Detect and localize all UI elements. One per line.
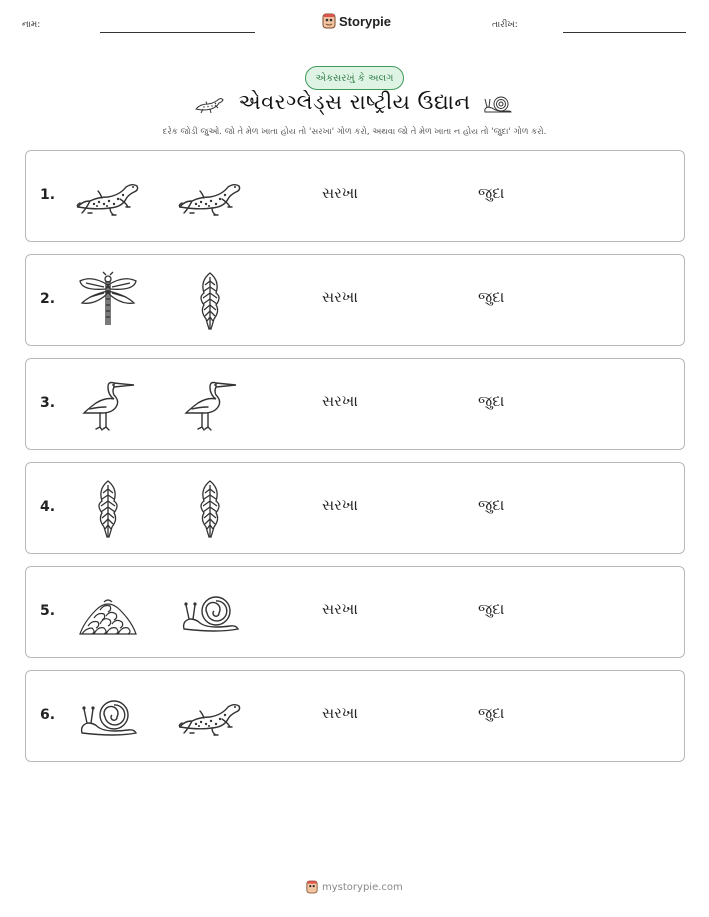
question-row — [25, 254, 685, 346]
question-number: 4. — [40, 499, 56, 515]
fern-icon — [178, 479, 242, 539]
question-number: 3. — [40, 395, 56, 411]
option-different[interactable]: જુદા — [478, 184, 505, 202]
name-label: નામ: — [22, 20, 41, 30]
brand — [322, 13, 391, 29]
fern-icon — [76, 479, 140, 539]
option-same[interactable]: સરખા — [322, 392, 358, 410]
name-line[interactable] — [100, 32, 255, 33]
footer-url[interactable]: mystorypie.com — [322, 881, 403, 893]
question-number: 2. — [40, 291, 56, 307]
storypie-logo-icon — [322, 13, 336, 29]
option-same[interactable]: સરખા — [322, 288, 358, 306]
question-row — [25, 670, 685, 762]
question-number: 6. — [40, 707, 56, 723]
option-different[interactable]: જુદા — [478, 392, 505, 410]
worksheet-type-badge: એકસરખું કે અલગ — [305, 66, 404, 90]
snail-icon — [76, 687, 140, 747]
date-line[interactable] — [563, 32, 686, 33]
option-same[interactable]: સરખા — [322, 600, 358, 618]
shell-pile-icon — [76, 583, 140, 643]
date-label: તારીખ: — [492, 20, 518, 30]
dragonfly-icon — [76, 271, 140, 331]
heron-icon — [178, 375, 242, 435]
page-title: એવરગ્લેડ્સ રાષ્ટ્રીય ઉદ્યાન — [238, 90, 471, 114]
question-row — [25, 150, 685, 242]
snail-icon — [178, 583, 242, 643]
option-different[interactable]: જુદા — [478, 496, 505, 514]
option-same[interactable]: સરખા — [322, 704, 358, 722]
option-same[interactable]: સરખા — [322, 184, 358, 202]
storypie-logo-icon — [306, 880, 318, 894]
option-different[interactable]: જુદા — [478, 288, 505, 306]
brand-name: Storypie — [339, 13, 392, 29]
heron-icon — [76, 375, 140, 435]
question-number: 1. — [40, 187, 56, 203]
fern-icon — [178, 271, 242, 331]
question-number: 5. — [40, 603, 56, 619]
lizard-icon — [178, 167, 242, 227]
question-row — [25, 462, 685, 554]
snail-icon — [482, 93, 514, 115]
question-row — [25, 358, 685, 450]
lizard-icon — [76, 167, 140, 227]
instructions: દરેક જોડી જુઓ. જો તે મેળ ખાતા હોય તો 'સરખા' ગોળ કરો, અથવા જો તે મેળ ખાતા ન હોય તો 'જુદા' ગોળ કરો. — [162, 127, 547, 137]
option-different[interactable]: જુદા — [478, 600, 505, 618]
footer — [306, 880, 403, 894]
question-row — [25, 566, 685, 658]
lizard-icon — [178, 687, 242, 747]
option-different[interactable]: જુદા — [478, 704, 505, 722]
option-same[interactable]: સરખા — [322, 496, 358, 514]
